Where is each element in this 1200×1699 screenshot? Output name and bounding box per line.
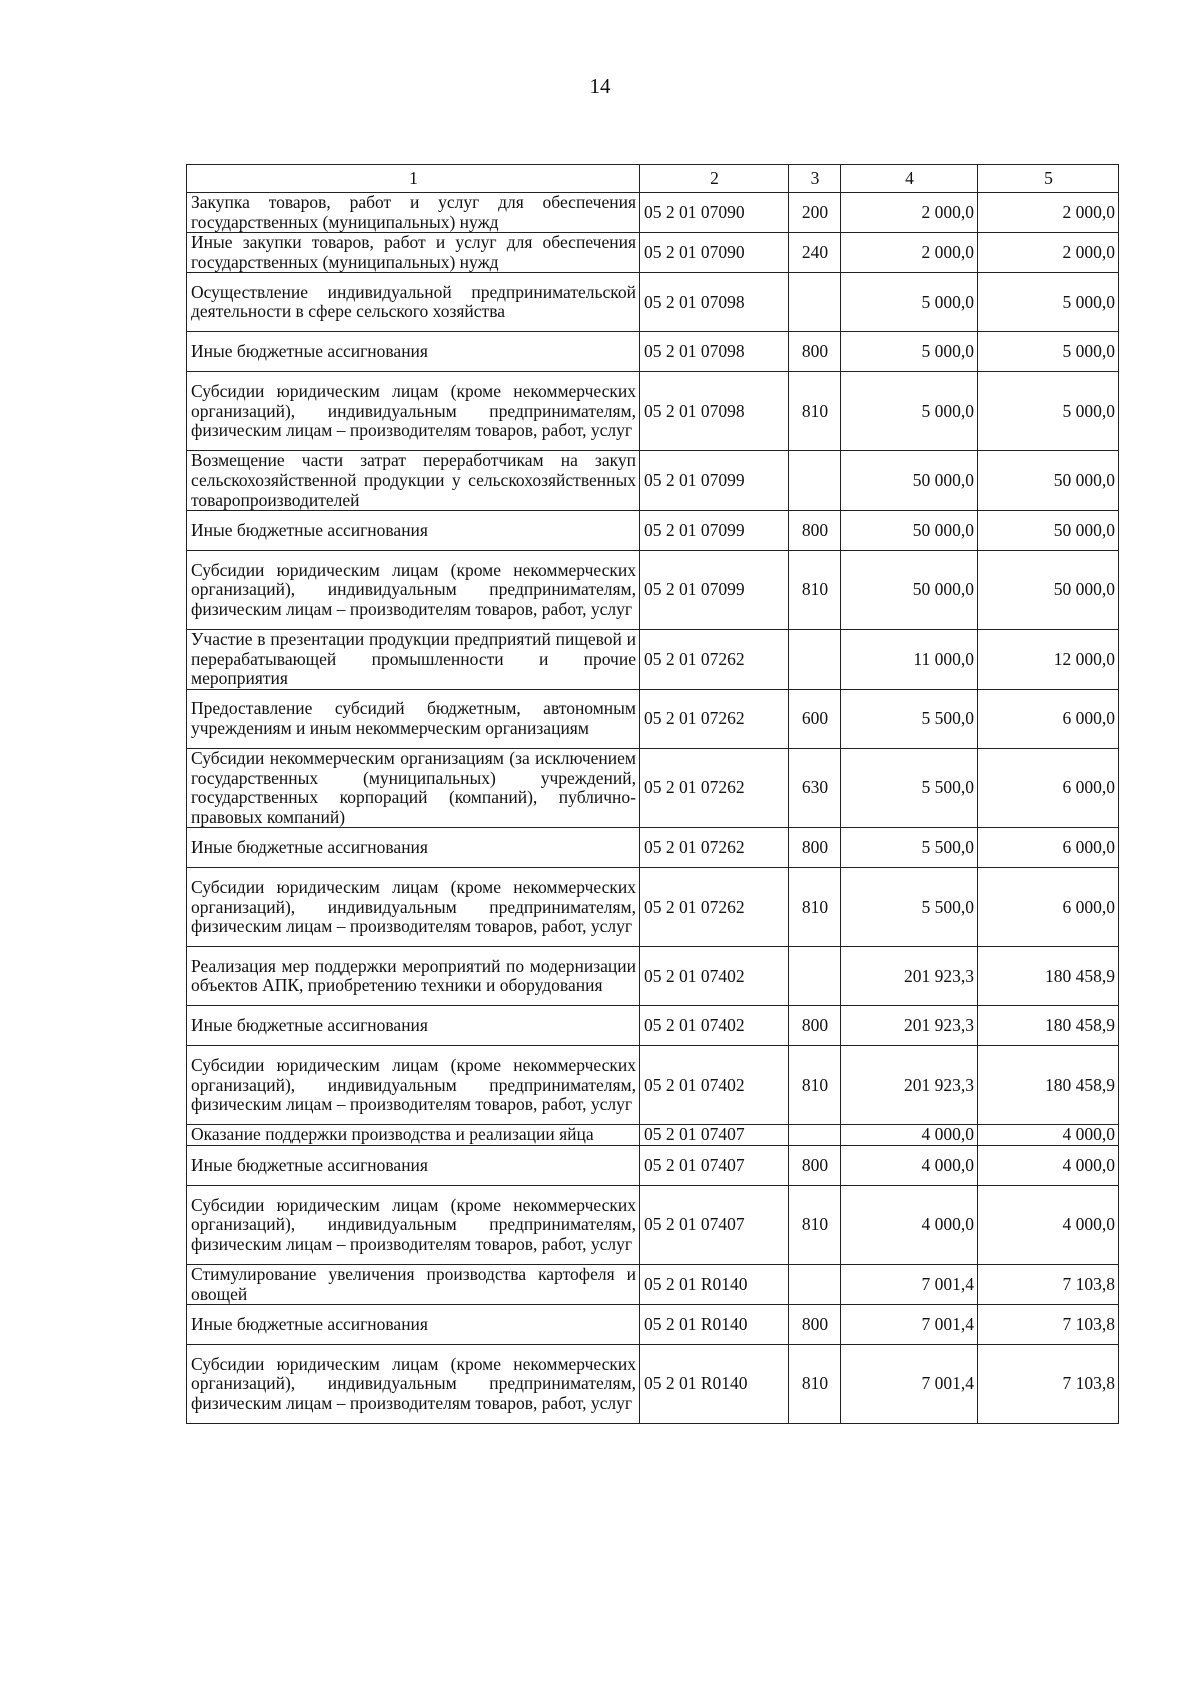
row-value-col4-cell: 4 000,0 [841,1125,978,1146]
row-name-cell: Реализация мер поддержки мероприятий по модернизации объектов АПК, приобретению техники и оборудования [187,947,640,1006]
row-value-col4-cell: 5 000,0 [841,332,978,372]
row-type-cell: 800 [789,511,841,551]
row-type-cell: 800 [789,1305,841,1345]
row-value-col5-cell: 6 000,0 [978,868,1119,947]
row-value-col4-cell: 5 500,0 [841,748,978,827]
table-row [187,1264,1119,1304]
row-code-cell: 05 2 01 07090 [640,233,789,273]
row-value-col5-cell: 7 103,8 [978,1345,1119,1424]
row-code-cell: 05 2 01 07262 [640,748,789,827]
row-type-cell: 810 [789,1046,841,1125]
table-body [187,193,1119,1424]
row-type-cell [789,947,841,1006]
header-col-3: 3 [789,165,841,193]
row-value-col4-cell: 7 001,4 [841,1264,978,1304]
row-value-col4-cell: 5 500,0 [841,689,978,748]
row-name-cell: Иные закупки товаров, работ и услуг для обеспечения государственных (муниципальных) нужд [187,233,640,273]
row-code-cell: 05 2 01 07099 [640,511,789,551]
row-code-cell: 05 2 01 07090 [640,193,789,233]
row-name-cell: Субсидии юридическим лицам (кроме некоммерческих организаций), индивидуальным предпринимателям, физическим лицам – производителям товаров, работ, услуг [187,1345,640,1424]
table-row [187,689,1119,748]
table-row [187,1185,1119,1264]
table-row [187,372,1119,451]
table-row [187,273,1119,332]
row-name-cell: Субсидии юридическим лицам (кроме некоммерческих организаций), индивидуальным предпринимателям, физическим лицам – производителям товаров, работ, услуг [187,868,640,947]
header-col-4: 4 [841,165,978,193]
row-value-col5-cell: 50 000,0 [978,511,1119,551]
row-value-col5-cell: 180 458,9 [978,1006,1119,1046]
row-code-cell: 05 2 01 07098 [640,273,789,332]
table-row [187,1125,1119,1146]
row-code-cell: 05 2 01 07098 [640,372,789,451]
row-name-cell: Оказание поддержки производства и реализации яйца [187,1125,640,1146]
row-value-col5-cell: 50 000,0 [978,551,1119,630]
row-value-col4-cell: 50 000,0 [841,451,978,511]
budget-table [186,164,1119,1424]
table-row [187,1006,1119,1046]
row-type-cell: 800 [789,828,841,868]
row-type-cell [789,451,841,511]
row-value-col4-cell: 5 500,0 [841,868,978,947]
table-row [187,748,1119,827]
row-value-col4-cell: 5 000,0 [841,372,978,451]
row-value-col4-cell: 2 000,0 [841,233,978,273]
row-name-cell: Субсидии юридическим лицам (кроме некоммерческих организаций), индивидуальным предпринимателям, физическим лицам – производителям товаров, работ, услуг [187,551,640,630]
page-number: 14 [589,74,611,98]
row-name-cell: Возмещение части затрат переработчикам на закуп сельскохозяйственной продукции у сельскохозяйственных товаропроизводителей [187,451,640,511]
row-code-cell: 05 2 01 07407 [640,1145,789,1185]
row-type-cell: 800 [789,1145,841,1185]
row-value-col4-cell: 201 923,3 [841,1006,978,1046]
row-type-cell [789,1125,841,1146]
row-code-cell: 05 2 01 R0140 [640,1264,789,1304]
row-name-cell: Иные бюджетные ассигнования [187,1006,640,1046]
row-code-cell: 05 2 01 07262 [640,828,789,868]
row-value-col5-cell: 5 000,0 [978,332,1119,372]
table-row [187,451,1119,511]
row-name-cell: Стимулирование увеличения производства картофеля и овощей [187,1264,640,1304]
table-row [187,828,1119,868]
row-value-col5-cell: 180 458,9 [978,1046,1119,1125]
table-header-row [187,165,1119,193]
row-code-cell: 05 2 01 07402 [640,1006,789,1046]
row-value-col4-cell: 5 500,0 [841,828,978,868]
row-value-col5-cell: 6 000,0 [978,748,1119,827]
row-value-col5-cell: 4 000,0 [978,1125,1119,1146]
row-code-cell: 05 2 01 07402 [640,1046,789,1125]
row-type-cell: 800 [789,1006,841,1046]
row-type-cell: 810 [789,1345,841,1424]
row-type-cell [789,1264,841,1304]
row-value-col4-cell: 7 001,4 [841,1345,978,1424]
row-value-col5-cell: 4 000,0 [978,1185,1119,1264]
row-value-col5-cell: 6 000,0 [978,828,1119,868]
table-row [187,332,1119,372]
row-type-cell [789,273,841,332]
row-code-cell: 05 2 01 R0140 [640,1305,789,1345]
row-value-col5-cell: 12 000,0 [978,630,1119,690]
row-code-cell: 05 2 01 R0140 [640,1345,789,1424]
row-value-col5-cell: 7 103,8 [978,1305,1119,1345]
row-type-cell: 810 [789,1185,841,1264]
row-type-cell: 810 [789,551,841,630]
row-name-cell: Иные бюджетные ассигнования [187,332,640,372]
row-value-col5-cell: 7 103,8 [978,1264,1119,1304]
row-code-cell: 05 2 01 07099 [640,551,789,630]
row-code-cell: 05 2 01 07407 [640,1125,789,1146]
row-code-cell: 05 2 01 07262 [640,630,789,690]
row-code-cell: 05 2 01 07407 [640,1185,789,1264]
row-type-cell: 630 [789,748,841,827]
row-type-cell: 800 [789,332,841,372]
row-code-cell: 05 2 01 07262 [640,868,789,947]
row-name-cell: Субсидии некоммерческим организациям (за исключением государственных (муниципальных) учреждений, государственных корпораций (компаний), публично-правовых компаний) [187,748,640,827]
row-value-col5-cell: 2 000,0 [978,233,1119,273]
row-value-col4-cell: 50 000,0 [841,511,978,551]
row-name-cell: Предоставление субсидий бюджетным, автономным учреждениям и иным некоммерческим организациям [187,689,640,748]
row-name-cell: Иные бюджетные ассигнования [187,1305,640,1345]
row-value-col4-cell: 4 000,0 [841,1145,978,1185]
row-type-cell: 240 [789,233,841,273]
table-row [187,1046,1119,1125]
row-name-cell: Субсидии юридическим лицам (кроме некоммерческих организаций), индивидуальным предпринимателям, физическим лицам – производителям товаров, работ, услуг [187,1185,640,1264]
table-row [187,511,1119,551]
row-value-col5-cell: 5 000,0 [978,372,1119,451]
row-name-cell: Субсидии юридическим лицам (кроме некоммерческих организаций), индивидуальным предпринимателям, физическим лицам – производителям товаров, работ, услуг [187,372,640,451]
row-value-col4-cell: 5 000,0 [841,273,978,332]
row-value-col4-cell: 201 923,3 [841,1046,978,1125]
row-code-cell: 05 2 01 07099 [640,451,789,511]
row-code-cell: 05 2 01 07098 [640,332,789,372]
row-code-cell: 05 2 01 07262 [640,689,789,748]
table-row [187,233,1119,273]
header-col-1: 1 [187,165,640,193]
row-value-col5-cell: 6 000,0 [978,689,1119,748]
table-row [187,1145,1119,1185]
row-value-col5-cell: 180 458,9 [978,947,1119,1006]
row-type-cell [789,630,841,690]
row-value-col4-cell: 11 000,0 [841,630,978,690]
table-row [187,551,1119,630]
table-row [187,947,1119,1006]
table-row [187,1345,1119,1424]
header-col-5: 5 [978,165,1119,193]
row-type-cell: 810 [789,372,841,451]
row-value-col4-cell: 2 000,0 [841,193,978,233]
row-name-cell: Закупка товаров, работ и услуг для обеспечения государственных (муниципальных) нужд [187,193,640,233]
row-name-cell: Иные бюджетные ассигнования [187,828,640,868]
row-value-col5-cell: 5 000,0 [978,273,1119,332]
table-row [187,1305,1119,1345]
table-row [187,193,1119,233]
row-value-col5-cell: 2 000,0 [978,193,1119,233]
row-type-cell: 600 [789,689,841,748]
row-value-col5-cell: 50 000,0 [978,451,1119,511]
row-type-cell: 200 [789,193,841,233]
row-value-col4-cell: 7 001,4 [841,1305,978,1345]
row-name-cell: Осуществление индивидуальной предпринимательской деятельности в сфере сельского хозяйства [187,273,640,332]
row-name-cell: Участие в презентации продукции предприятий пищевой и перерабатывающей промышленности и прочие мероприятия [187,630,640,690]
row-type-cell: 810 [789,868,841,947]
row-value-col4-cell: 201 923,3 [841,947,978,1006]
row-value-col5-cell: 4 000,0 [978,1145,1119,1185]
row-name-cell: Иные бюджетные ассигнования [187,1145,640,1185]
row-value-col4-cell: 4 000,0 [841,1185,978,1264]
row-name-cell: Субсидии юридическим лицам (кроме некоммерческих организаций), индивидуальным предпринимателям, физическим лицам – производителям товаров, работ, услуг [187,1046,640,1125]
row-name-cell: Иные бюджетные ассигнования [187,511,640,551]
row-value-col4-cell: 50 000,0 [841,551,978,630]
row-code-cell: 05 2 01 07402 [640,947,789,1006]
header-col-2: 2 [640,165,789,193]
table-row [187,868,1119,947]
table-row [187,630,1119,690]
